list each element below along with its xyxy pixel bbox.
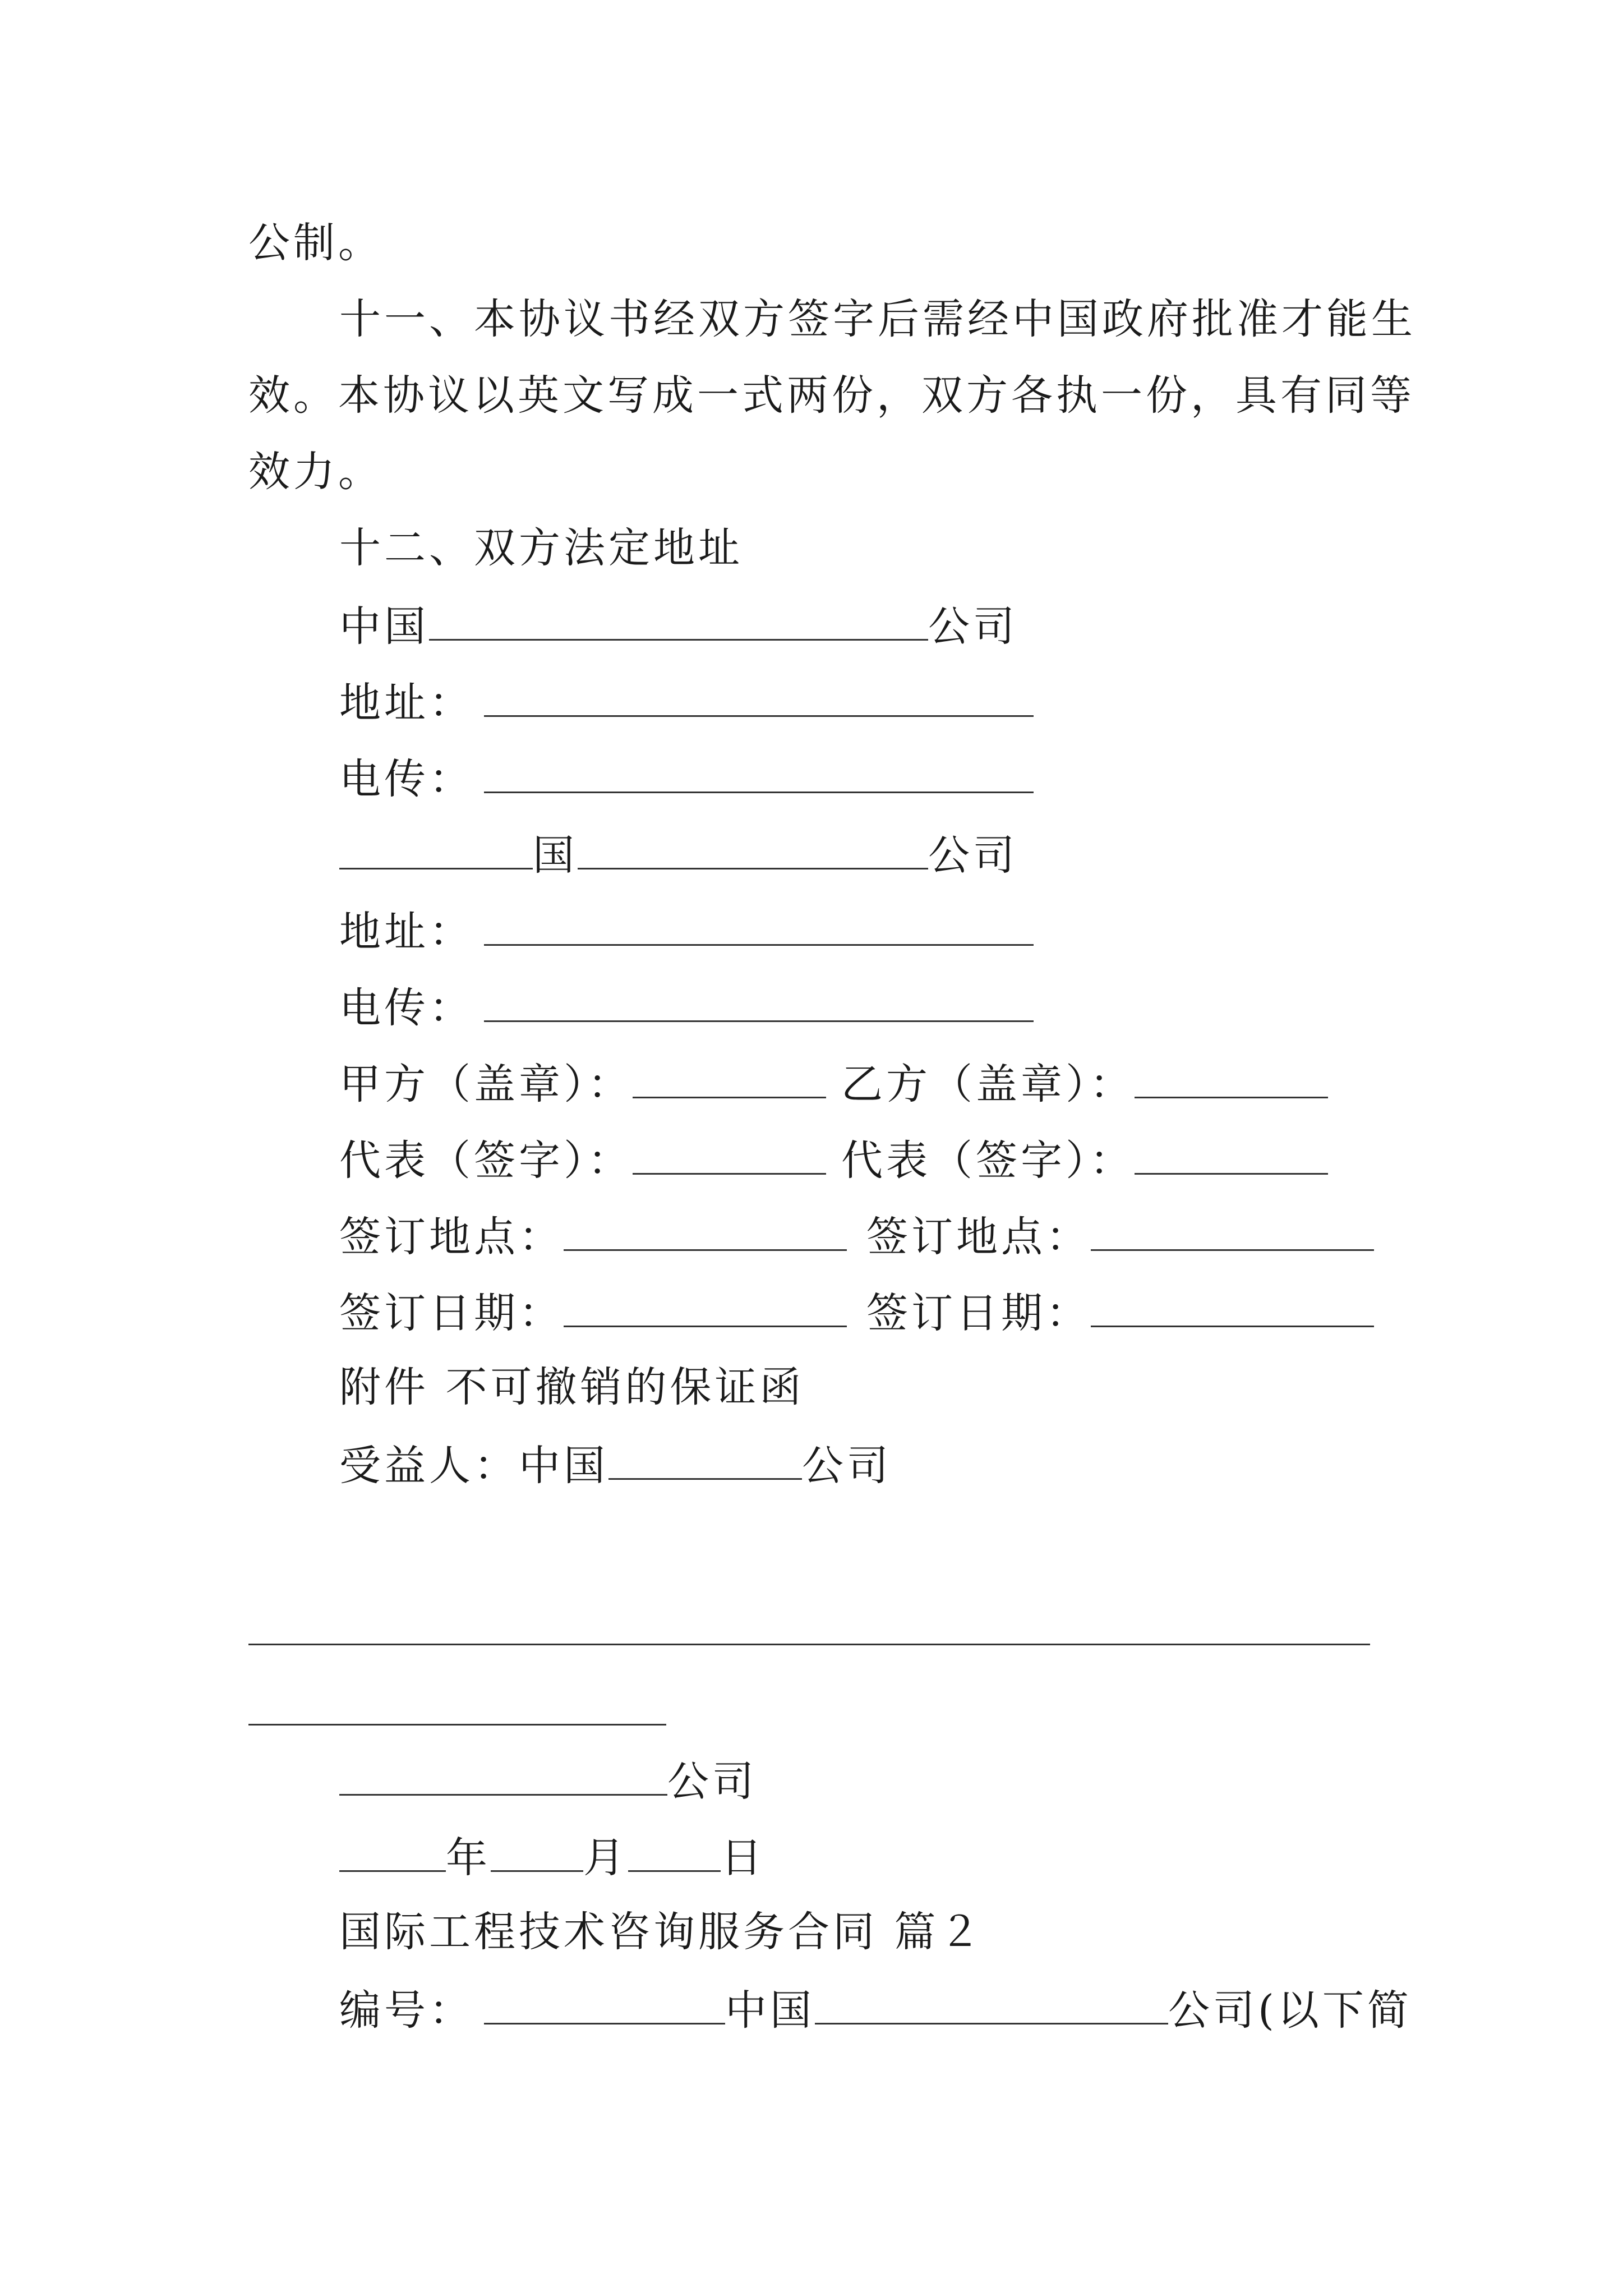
blank-field <box>484 756 1034 793</box>
sign-date-label-b: 签订日期： <box>866 1289 1091 1337</box>
date-row-a <box>339 1289 847 1337</box>
china-company-line <box>339 602 1018 651</box>
foreign-address-line <box>339 907 1034 956</box>
date-row-b <box>866 1289 1374 1337</box>
blank-rule-short <box>248 1724 666 1726</box>
rep-sign-label-a: 代表（签字）： <box>339 1136 633 1185</box>
blank-field <box>484 1987 725 2024</box>
blank-field <box>608 1443 802 1480</box>
blank-field <box>815 1987 1168 2024</box>
blank-rule-long <box>248 1644 1370 1645</box>
blank-field <box>1091 1214 1374 1251</box>
clause-12-heading: 十二、双方法定地址 <box>339 524 743 572</box>
fax-label: 电传： <box>339 754 474 803</box>
china-fax-line <box>339 754 1034 803</box>
clause-11-line-1: 十一、本协议书经双方签字后需经中国政府批准才能生 <box>339 295 1416 343</box>
company-label: 公司 <box>928 831 1018 880</box>
attachment-title: 附件 不可撤销的保证函 <box>339 1363 805 1411</box>
blank-field <box>578 832 928 869</box>
china-label: 中国 <box>339 602 429 651</box>
company-sign-line <box>339 1757 757 1806</box>
beneficiary-label: 受益人：中国 <box>339 1441 608 1490</box>
blank-field <box>339 832 533 869</box>
seal-row-b <box>841 1060 1328 1108</box>
blank-field <box>484 680 1034 717</box>
blank-field <box>1135 1138 1328 1175</box>
seal-row <box>339 1060 826 1108</box>
address-label: 地址： <box>339 907 474 956</box>
party-b-seal-label: 乙方（盖章）： <box>841 1060 1135 1108</box>
fax-label: 电传： <box>339 983 474 1032</box>
blank-field <box>628 1835 721 1872</box>
sign-date-label-a: 签订日期： <box>339 1289 564 1337</box>
sign-place-label-a: 签订地点： <box>339 1212 564 1261</box>
blank-field <box>491 1835 583 1872</box>
number-line <box>339 1986 1412 2035</box>
blank-field <box>1091 1290 1374 1327</box>
china-label: 中国 <box>725 1986 815 2035</box>
text-line-1: 公制。 <box>248 219 383 267</box>
month-label: 月 <box>583 1833 628 1882</box>
sign-place-label-b: 签订地点： <box>866 1212 1091 1261</box>
year-label: 年 <box>446 1833 491 1882</box>
day-label: 日 <box>721 1833 766 1882</box>
foreign-fax-line <box>339 983 1034 1032</box>
section-2-title: 国际工程技术咨询服务合同 篇２ <box>339 1908 984 1956</box>
blank-field <box>564 1290 847 1327</box>
blank-field <box>564 1214 847 1251</box>
blank-field <box>339 1759 667 1796</box>
beneficiary-line <box>339 1441 892 1490</box>
rep-sign-label-b: 代表（签字）： <box>841 1136 1135 1185</box>
abbrev-tail: 公司(以下简 <box>1168 1986 1412 2035</box>
place-row-b <box>866 1212 1374 1261</box>
company-label: 公司 <box>928 602 1018 651</box>
blank-field <box>1135 1061 1328 1098</box>
rep-row-a <box>339 1136 826 1185</box>
clause-11-line-3: 效力。 <box>248 448 383 496</box>
blank-field <box>633 1138 826 1175</box>
china-address-line <box>339 678 1034 727</box>
blank-field <box>484 985 1034 1022</box>
company-label: 公司 <box>667 1757 757 1806</box>
number-label: 编号： <box>339 1986 474 2035</box>
party-a-seal-label: 甲方（盖章）： <box>339 1060 633 1108</box>
blank-field <box>429 604 928 641</box>
blank-field <box>633 1061 826 1098</box>
foreign-company-line <box>339 831 1018 880</box>
rep-row-b <box>841 1136 1328 1185</box>
company-label: 公司 <box>802 1441 892 1490</box>
date-line <box>339 1833 766 1882</box>
clause-11-line-2: 效。本协议以英文写成一式两份，双方各执一份，具有同等 <box>248 371 1415 420</box>
blank-field <box>484 909 1034 946</box>
address-label: 地址： <box>339 678 474 727</box>
blank-field <box>339 1835 446 1872</box>
place-row-a <box>339 1212 847 1261</box>
country-label: 国 <box>533 831 578 880</box>
